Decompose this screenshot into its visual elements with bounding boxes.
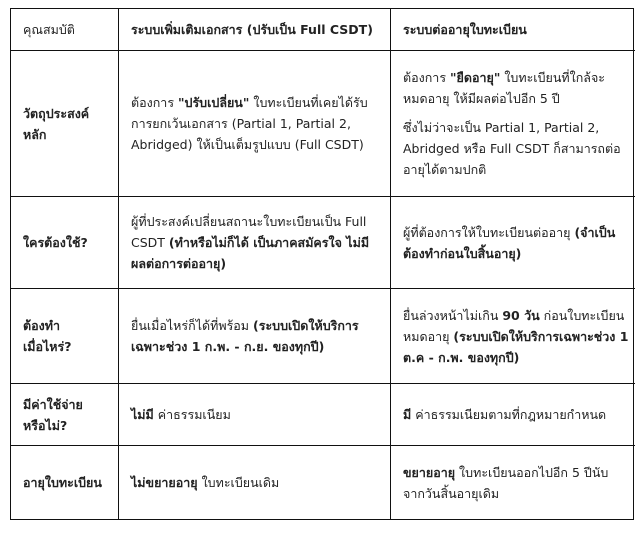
row-validity-label [11,446,119,519]
row-purpose-col1-paragraph [131,92,384,155]
row-who-label [11,197,119,289]
row-validity-col2 [391,446,635,519]
bold-span: ขยายอายุ [403,464,456,480]
header-add-documents-system [119,9,391,51]
bold-span: (ทำหรือไม่ก็ได้ เป็นภาคสมัครใจ ไม่มีผลต่อการต่ออายุ) [131,235,370,271]
row-purpose-col2-paragraph-2: ซึ่งไม่ว่าจะเป็น Partial 1, Partial 2, Abridged หรือ Full CSDT ก็สามารถต่ออายุได้ตามปกติ [403,120,621,177]
header-renewal-system [391,9,635,51]
bold-span: ไม่มี [131,407,154,422]
row-cost-col2-paragraph [403,404,629,425]
text-span: ใบทะเบียนที่ใกล้จะหมดอายุ ให้มีผลต่อไปอีก 5 ปี [403,70,605,106]
bold-span: "ปรับเปลี่ยน" [178,95,250,110]
row-validity-text: อายุใบทะเบียน [23,475,102,490]
row-when-col1-paragraph [131,315,384,357]
row-when-text-1: ต้องทำ [23,318,60,333]
row-who-text: ใครต้องใช้? [23,235,88,250]
bold-span: (ระบบเปิดให้บริการเฉพาะช่วง 1 ก.พ. - ก.ย. ของทุกปี) [131,318,359,354]
text-span: ผู้ที่ต้องการให้ใบทะเบียนต่ออายุ [403,224,575,240]
row-validity-col1 [119,446,391,519]
row-purpose-col2-paragraph-1 [403,67,629,109]
row-who-col1 [119,197,391,289]
row-validity-col2-paragraph [403,462,629,504]
row-cost-label [11,384,119,446]
row-cost-col1 [119,384,391,446]
row-who-col1-paragraph [131,211,384,274]
row-when-label [11,289,119,384]
bold-span: (ระบบเปิดให้บริการเฉพาะช่วง 1 ต.ค - ก.พ. ของทุกปี) [403,328,629,365]
row-who-col2-paragraph [403,222,629,264]
text-span: ใบทะเบียนออกไปอีก 5 ปีนับจากวันสิ้นอายุเดิม [403,464,609,501]
bold-span: ไม่ขยายอายุ [131,475,198,490]
row-who-col2 [391,197,635,289]
row-cost-text-1: มีค่าใช้จ่าย [23,396,83,412]
text-span: ใบทะเบียนที่เคยได้รับการยกเว้นเอกสาร (Partial 1, Partial 2, Abridged) ให้เป็นเต็มรูปแบบ (Full CSDT) [131,95,368,152]
text-span: ยื่นล่วงหน้าไม่เกิน [403,307,503,323]
row-when-text-2: เมื่อไหร่? [23,339,72,354]
row-purpose-text: วัตถุประสงค์หลัก [23,105,90,142]
text-span: ใบทะเบียนเดิม [197,475,280,490]
header-renewal-label: ระบบต่ออายุใบทะเบียน [403,22,527,37]
row-cost-text-2: หรือไม่? [23,417,68,433]
row-when-col2-paragraph [403,305,629,368]
text-span: ก่อนใบทะเบียนหมดอายุ [403,307,625,344]
row-purpose-label [11,51,119,197]
bold-span: มี [403,407,412,422]
header-feature [11,9,119,51]
text-span: ค่าธรรมเนียม [153,407,231,422]
text-span: ค่าธรรมเนียมตามที่กฎหมายกำหนด [411,407,607,422]
row-purpose-col1 [119,51,391,197]
text-span: ต้องการ [131,95,179,110]
comparison-table [10,8,634,520]
bold-span: "ยืดอายุ" [450,70,501,85]
row-when-col1 [119,289,391,384]
text-span: ยื่นเมื่อไหร่ก็ได้ที่พร้อม [131,318,254,333]
text-span: ต้องการ [403,70,451,85]
text-span: ผู้ที่ประสงค์เปลี่ยนสถานะใบทะเบียนเป็น Full CSDT [131,214,367,250]
row-cost-col1-paragraph [131,404,384,425]
row-when-col2 [391,289,635,384]
row-purpose-col2 [391,51,635,197]
bold-span: 90 วัน [502,307,540,323]
row-cost-col2 [391,384,635,446]
row-validity-col1-paragraph [131,472,384,493]
bold-span: (จำเป็นต้องทำก่อนใบสิ้นอายุ) [403,224,616,261]
header-feature-label: คุณสมบัติ [23,22,75,37]
header-add-documents-label: ระบบเพิ่มเติมเอกสาร (ปรับเป็น Full CSDT) [131,22,373,37]
